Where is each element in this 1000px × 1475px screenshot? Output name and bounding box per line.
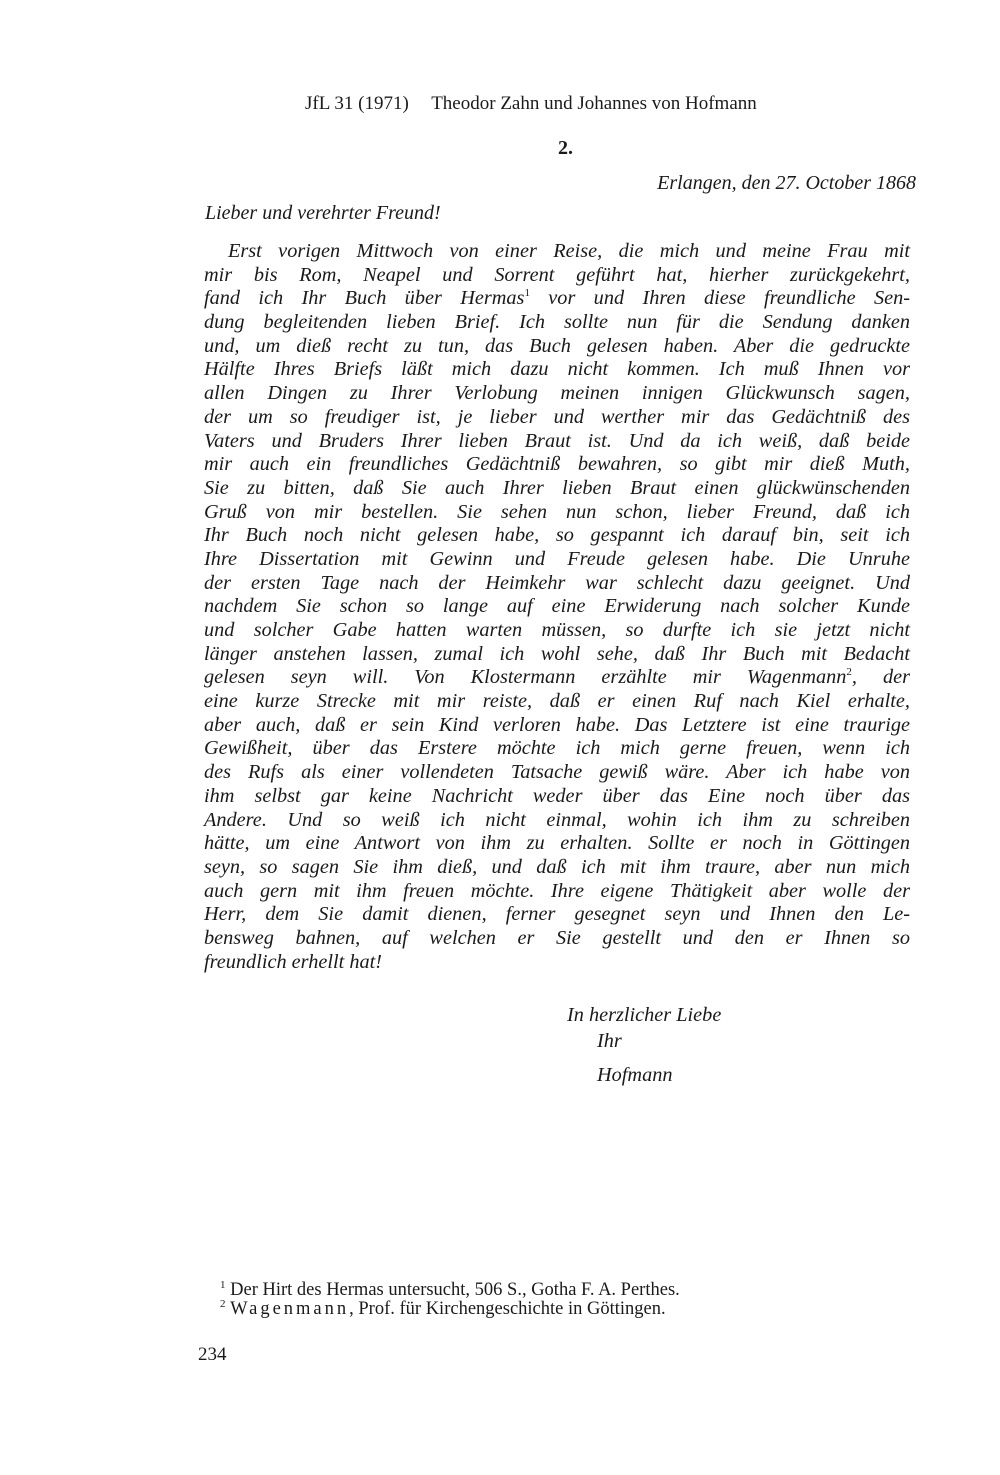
body-line: Vaters und Bruders Ihrer lieben Braut ist. Und da ich weiß, daß beide xyxy=(204,429,910,452)
body-line: seyn, so sagen Sie ihm dieß, und daß ich mit ihm traure, aber nun mich xyxy=(204,855,910,878)
body-line: Gewißheit, über das Erstere möchte ich mich gerne freuen, wenn ich xyxy=(204,737,910,760)
article-title: Theodor Zahn und Johannes von Hofmann xyxy=(431,93,757,114)
letter-body xyxy=(204,240,910,974)
body-line: länger anstehen lassen, zumal ich wohl sehe, daß Ihr Buch mit Bedacht xyxy=(204,642,910,665)
letter-closing xyxy=(567,1002,721,1088)
body-line-part: , der xyxy=(851,666,910,689)
footnote-marker: 2 xyxy=(846,666,852,679)
closing-ihr: Ihr xyxy=(597,1030,622,1052)
footnote-2 xyxy=(220,1297,680,1319)
body-line: auch gern mit ihm freuen möchte. Ihre eigene Thätigkeit aber wolle der xyxy=(204,879,910,902)
body-line: freundlich erhellt hat! xyxy=(204,950,382,973)
body-line: und, um dieß recht zu tun, das Buch gelesen haben. Aber die gedruckte xyxy=(204,334,910,357)
body-line: Herr, dem Sie damit dienen, ferner gesegnet seyn und Ihnen den Le- xyxy=(204,903,910,926)
letter-dateline: Erlangen, den 27. October 1868 xyxy=(657,172,916,194)
letter-number: 2. xyxy=(558,137,573,159)
journal-citation: JfL 31 (1971) xyxy=(305,93,409,114)
body-line: ihm selbst gar keine Nachricht weder über das Eine noch über das xyxy=(204,784,910,807)
body-line: Erst vorigen Mittwoch von einer Reise, die mich und meine Frau mit xyxy=(228,240,910,262)
page-number: 234 xyxy=(198,1344,227,1365)
footnote-text: , Prof. für Kirchengeschichte in Göttingen. xyxy=(349,1299,666,1319)
footnote-marker: 1 xyxy=(524,287,530,300)
body-line: Sie zu bitten, daß Sie auch Ihrer lieben Braut einen glückwünschenden xyxy=(204,476,910,499)
body-line xyxy=(204,666,910,690)
footnote-number: 2 xyxy=(220,1297,226,1310)
body-line: und solcher Gabe hatten warten müssen, so durfte ich sie jetzt nicht xyxy=(204,619,910,641)
body-line-part: vor und Ihren diese freundliche Sen- xyxy=(548,287,910,310)
body-line: der um so freudiger ist, je lieber und werther mir das Gedächtniß des xyxy=(204,405,910,428)
body-line xyxy=(204,287,910,311)
body-line: der ersten Tage nach der Heimkehr war schlecht dazu geeignet. Und xyxy=(204,571,910,594)
body-line-part: fand ich Ihr Buch über Hermas xyxy=(204,287,525,310)
body-line: dung begleitenden lieben Brief. Ich sollte nun für die Sendung danken xyxy=(204,311,910,334)
body-line: Ihr Buch noch nicht gelesen habe, so gespannt ich darauf bin, seit ich xyxy=(204,524,910,547)
body-line: mir bis Rom, Neapel und Sorrent geführt hat, hierher zurückgekehrt, xyxy=(204,263,910,286)
body-line: Gruß von mir bestellen. Sie sehen nun schon, lieber Freund, daß ich xyxy=(204,500,910,523)
closing-phrase: In herzlicher Liebe xyxy=(567,1004,722,1026)
footnote-name: Wagenmann xyxy=(230,1299,350,1319)
running-head xyxy=(305,93,825,115)
body-line: mir auch ein freundliches Gedächtniß bewahren, so gibt mir dieß Muth, xyxy=(204,453,910,476)
body-line: Hälfte Ihres Briefs läßt mich dazu nicht kommen. Ich muß Ihnen vor xyxy=(204,358,910,381)
footnote-1 xyxy=(220,1278,680,1300)
body-line: allen Dingen zu Ihrer Verlobung meinen innigen Glückwunsch sagen, xyxy=(204,382,910,405)
letter-salutation: Lieber und verehrter Freund! xyxy=(205,202,441,224)
body-line: hätte, um eine Antwort von ihm zu erhalten. Sollte er noch in Göttingen xyxy=(204,832,910,855)
body-line: des Rufs als einer vollendeten Tatsache gewiß wäre. Aber ich habe von xyxy=(204,761,910,784)
signature: Hofmann xyxy=(597,1064,673,1086)
body-line: bensweg bahnen, auf welchen er Sie gestellt und den er Ihnen so xyxy=(204,926,910,949)
footnote-text: Der Hirt des Hermas untersucht, 506 S., Gotha F. A. Perthes. xyxy=(230,1280,680,1300)
footnote-number: 1 xyxy=(220,1278,226,1291)
body-line: Ihre Dissertation mit Gewinn und Freude gelesen habe. Die Unruhe xyxy=(204,547,910,570)
body-line: Andere. Und so weiß ich nicht einmal, wohin ich ihm zu schreiben xyxy=(204,808,910,831)
body-line-part: gelesen seyn will. Von Klostermann erzählte mir Wagenmann xyxy=(204,666,847,689)
body-line: nachdem Sie schon so lange auf eine Erwiderung nach solcher Kunde xyxy=(204,595,910,618)
body-line: aber auch, daß er sein Kind verloren habe. Das Letztere ist eine traurige xyxy=(204,713,910,736)
footnotes xyxy=(220,1278,680,1319)
body-line: eine kurze Strecke mit mir reiste, daß er einen Ruf nach Kiel erhalte, xyxy=(204,690,910,713)
